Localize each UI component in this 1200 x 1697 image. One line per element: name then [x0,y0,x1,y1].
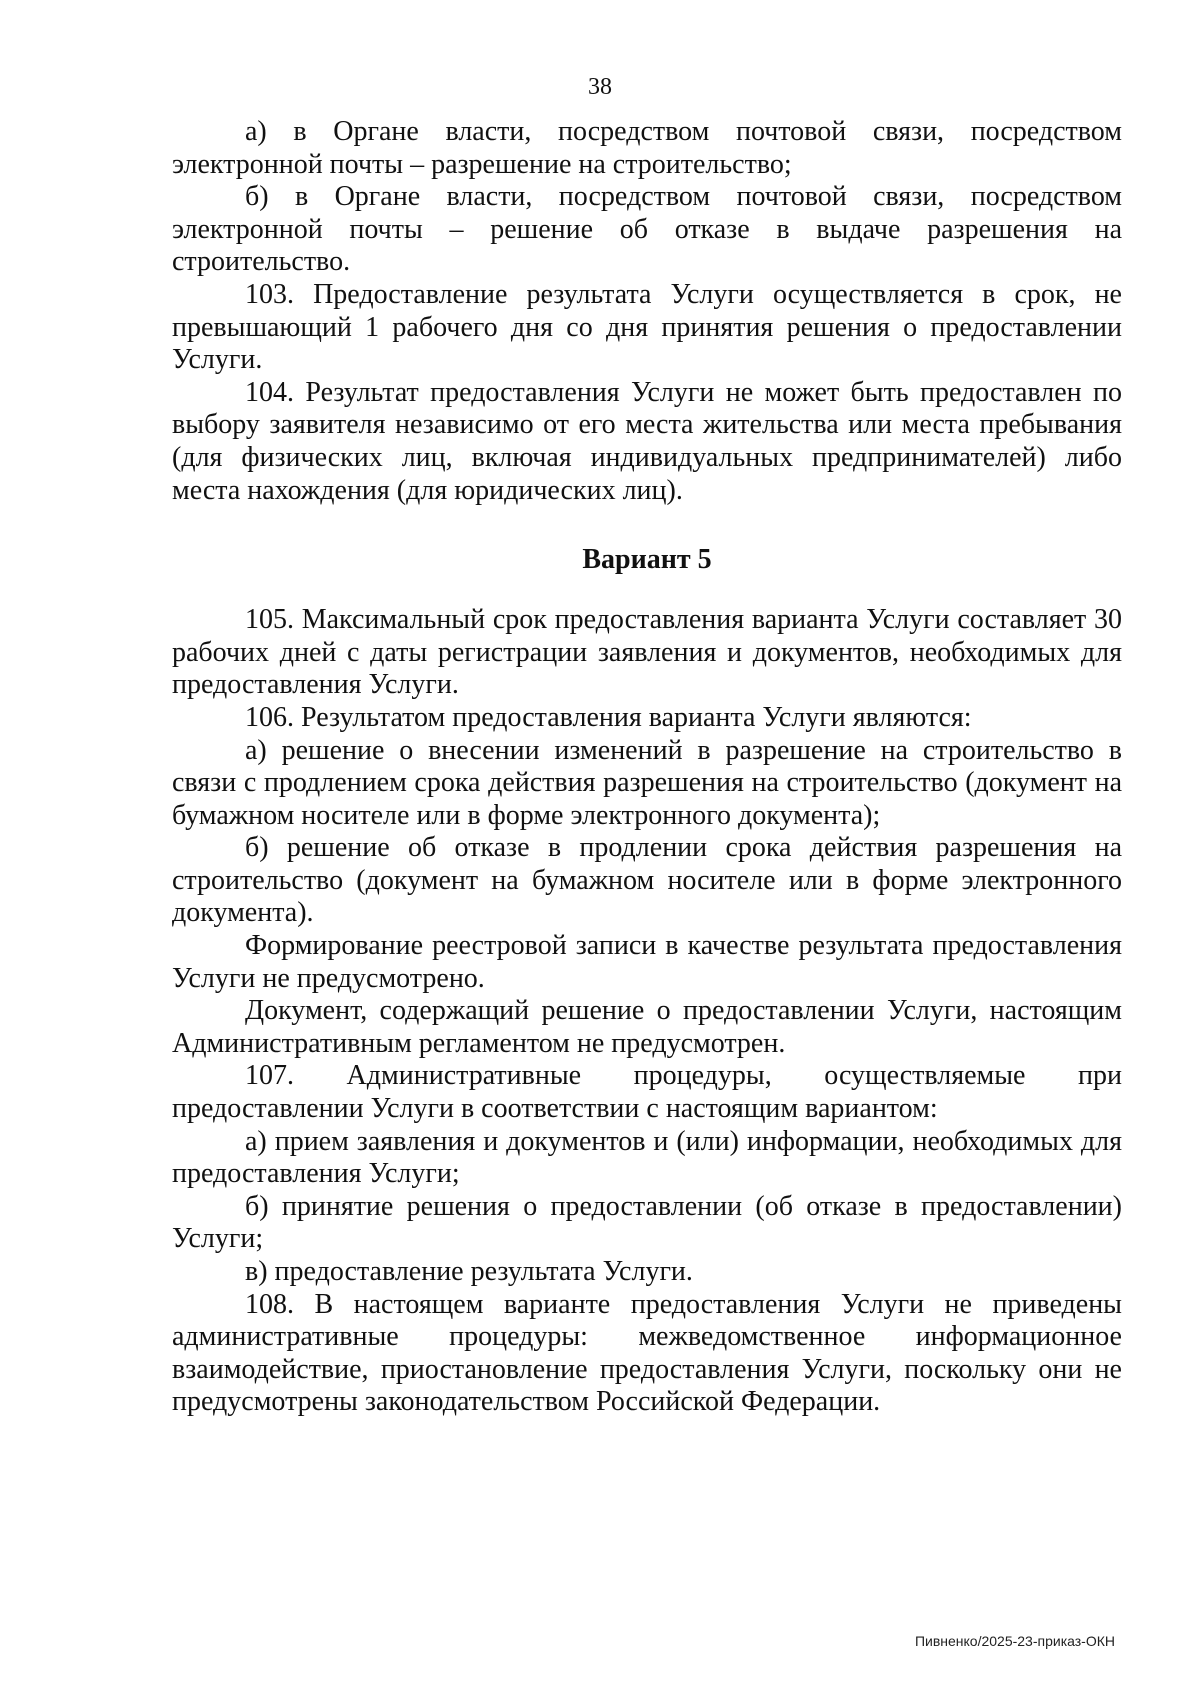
paragraph-decision-document: Документ, содержащий решение о предоставлении Услуги, настоящим Административным регламентом не предусмотрен. [172,995,1122,1059]
section-heading-variant-5: Вариант 5 [582,544,712,576]
paragraph-106-item-b: б) решение об отказе в продлении срока действия разрешения на строительство (документ на бумажном носителе или в форме электронного документа). [172,832,1122,929]
paragraph-103: 103. Предоставление результата Услуги осуществляется в срок, не превышающий 1 рабочего дня со дня принятия решения о предоставлении Услуги. [172,278,1122,376]
paragraph-105: 105. Максимальный срок предоставления варианта Услуги составляет 30 рабочих дней с даты регистрации заявления и документов, необходимых для предоставления Услуги. [172,604,1122,701]
paragraph-107: 107. Административные процедуры, осуществляемые при предоставлении Услуги в соответствии с настоящим вариантом: [172,1060,1122,1125]
paragraph-106: 106. Результатом предоставления варианта Услуги являются: [245,701,972,733]
page-number: 38 [588,74,612,100]
document-footer-reference: Пивненко/2025-23-приказ-ОКН [914,1633,1115,1649]
paragraph-104: 104. Результат предоставления Услуги не может быть предоставлен по выбору заявителя независимо от его места жительства или места пребывания (для физических лиц, включая индивидуальных предпринимателей) либо места нахождения (для юридических лиц). [172,376,1122,506]
paragraph-107-item-b: б) принятие решения о предоставлении (об отказе в предоставлении) Услуги; [172,1190,1122,1255]
paragraph-106-item-a: а) решение о внесении изменений в разрешение на строительство в связи с продлением срока действия разрешения на строительство (документ на бумажном носителе или в форме электронного документа); [172,734,1122,831]
paragraph-108: 108. В настоящем варианте предоставления Услуги не приведены административные процедуры: межведомственное информационное взаимодействие, приостановление предоставления Услуги, поскольку они не предусмотрены законодательством Российской Федерации. [172,1288,1122,1418]
paragraph-107-item-a: а) прием заявления и документов и (или) информации, необходимых для предоставления Услуги; [172,1125,1122,1190]
document-body [172,116,1122,1419]
paragraph-registry-record: Формирование реестровой записи в качестве результата предоставления Услуги не предусмотрено. [172,930,1122,994]
paragraph-item-a-top: а) в Органе власти, посредством почтовой связи, посредством электронной почты – разрешение на строительство; [172,116,1122,180]
paragraph-107-item-c: в) предоставление результата Услуги. [245,1256,693,1287]
paragraph-item-b-top: б) в Органе власти, посредством почтовой связи, посредством электронной почты – решение об отказе в выдаче разрешения на строительство. [172,181,1122,278]
